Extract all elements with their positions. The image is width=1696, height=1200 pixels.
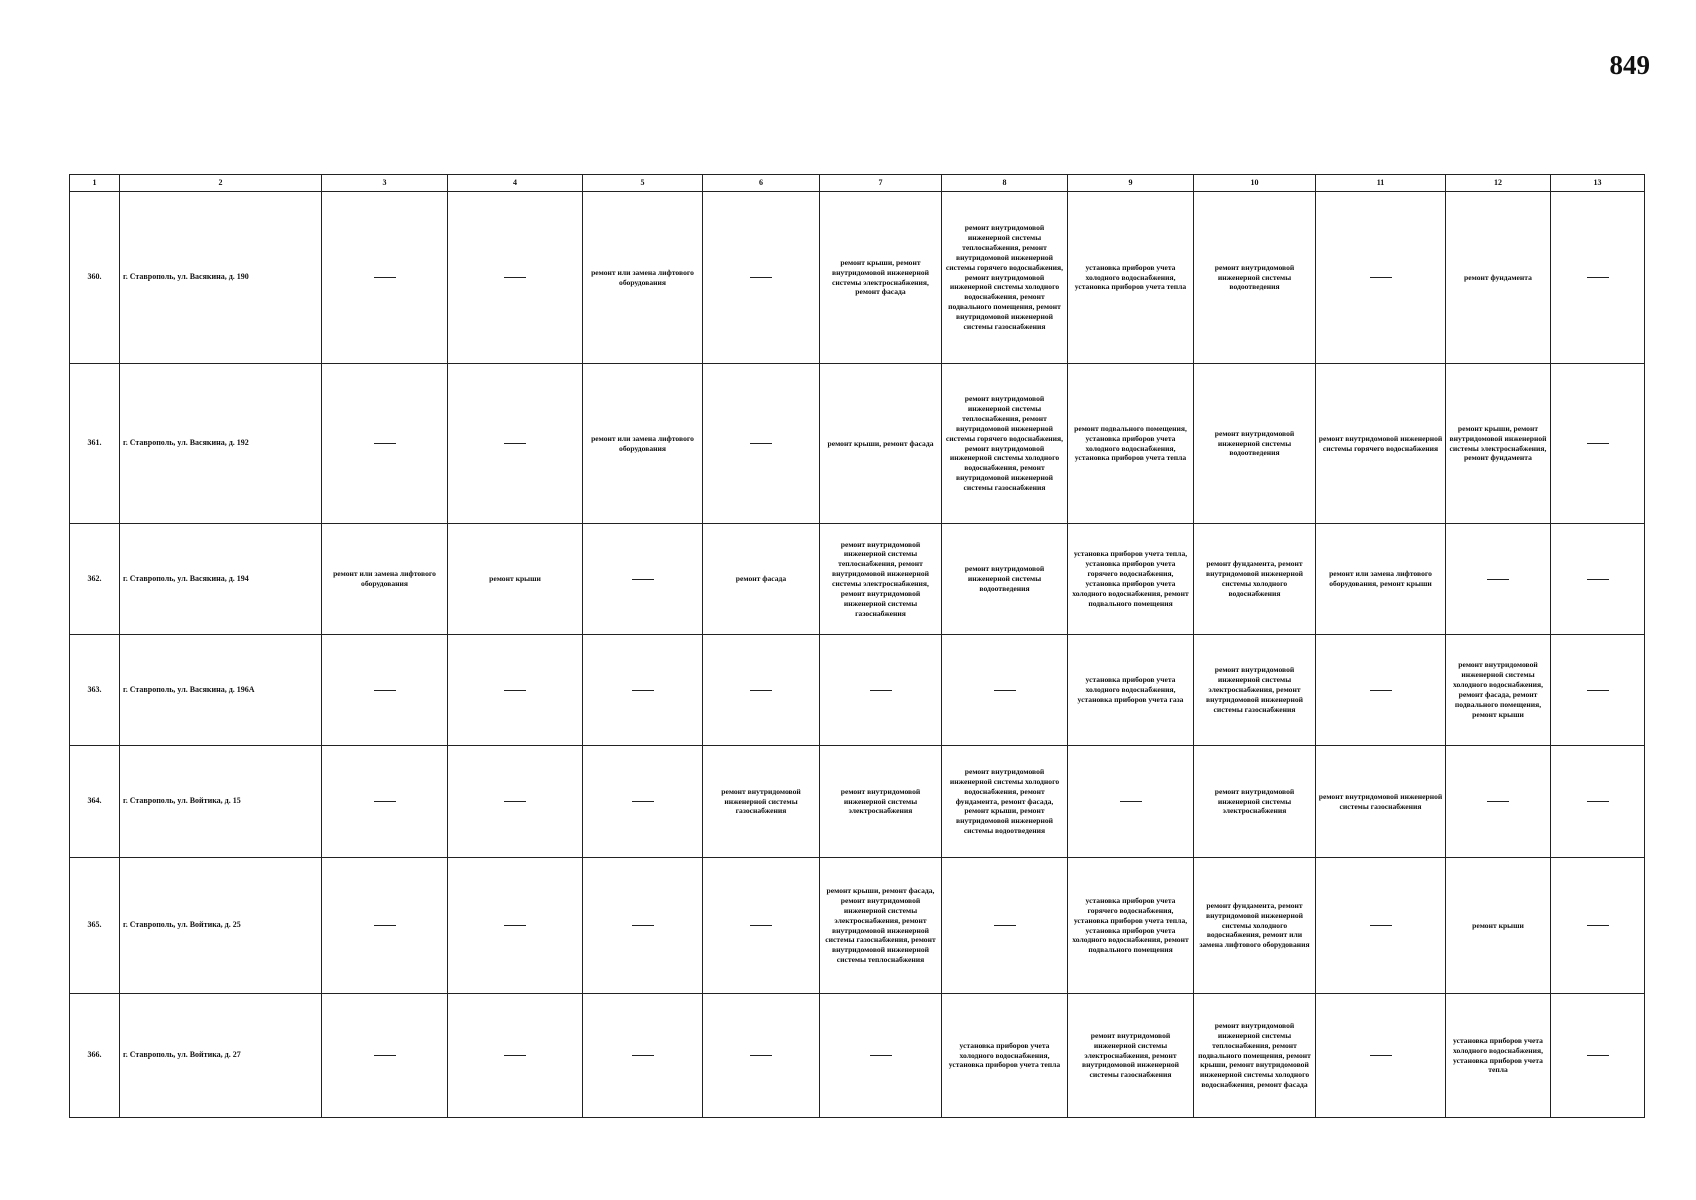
empty-cell (1551, 364, 1645, 524)
dash-mark (750, 443, 772, 444)
dash-mark (1587, 690, 1609, 691)
empty-cell (583, 858, 703, 994)
empty-cell (583, 635, 703, 746)
row-number: 361. (70, 364, 120, 524)
work-type-cell: ремонт крыши (1446, 858, 1551, 994)
empty-cell (1446, 746, 1551, 858)
empty-cell (1551, 994, 1645, 1118)
empty-cell (322, 746, 448, 858)
column-header: 13 (1551, 175, 1645, 192)
empty-cell (1316, 192, 1446, 364)
dash-mark (1587, 925, 1609, 926)
dash-mark (1587, 1055, 1609, 1056)
row-number: 365. (70, 858, 120, 994)
dash-mark (750, 277, 772, 278)
work-type-cell: ремонт фундамента (1446, 192, 1551, 364)
dash-mark (374, 801, 396, 802)
empty-cell (1551, 635, 1645, 746)
address-cell: г. Ставрополь, ул. Васякина, д. 196А (120, 635, 322, 746)
work-type-cell: ремонт подвального помещения, установка приборов учета холодного водоснабжения, установка приборов учета тепла (1068, 364, 1194, 524)
table-row (70, 192, 1645, 364)
work-type-cell: ремонт или замена лифтового оборудования (583, 192, 703, 364)
address-cell: г. Ставрополь, ул. Войтика, д. 15 (120, 746, 322, 858)
work-type-cell: ремонт крыши (448, 524, 583, 635)
dash-mark (1370, 277, 1392, 278)
empty-cell (322, 635, 448, 746)
work-type-cell: ремонт внутридомовой инженерной системы электроснабжения, ремонт внутридомовой инженерной системы газоснабжения (1194, 635, 1316, 746)
empty-cell (703, 858, 820, 994)
dash-mark (504, 801, 526, 802)
table-row (70, 635, 1645, 746)
dash-mark (1370, 925, 1392, 926)
work-type-cell: установка приборов учета холодного водоснабжения, установка приборов учета газа (1068, 635, 1194, 746)
empty-cell (1316, 858, 1446, 994)
work-type-cell: ремонт внутридомовой инженерной системы газоснабжения (1316, 746, 1446, 858)
empty-cell (1551, 746, 1645, 858)
page-number: 849 (1609, 50, 1650, 80)
work-type-cell: установка приборов учета горячего водоснабжения, установка приборов учета тепла, установка приборов учета холодного водоснабжения, ремонт подвального помещения (1068, 858, 1194, 994)
table-row (70, 746, 1645, 858)
empty-cell (703, 635, 820, 746)
work-type-cell: ремонт фасада (703, 524, 820, 635)
dash-mark (870, 1055, 892, 1056)
column-header: 4 (448, 175, 583, 192)
work-type-cell: ремонт крыши, ремонт фасада (820, 364, 942, 524)
address-cell: г. Ставрополь, ул. Васякина, д. 194 (120, 524, 322, 635)
empty-cell (820, 635, 942, 746)
dash-mark (1587, 443, 1609, 444)
dash-mark (374, 925, 396, 926)
empty-cell (448, 364, 583, 524)
table-row (70, 994, 1645, 1118)
empty-cell (322, 858, 448, 994)
dash-mark (750, 690, 772, 691)
dash-mark (1587, 801, 1609, 802)
row-number: 360. (70, 192, 120, 364)
dash-mark (1487, 579, 1509, 580)
work-type-cell: ремонт крыши, ремонт фасада, ремонт внутридомовой инженерной системы электроснабжения, ремонт внутридомовой инженерной системы газоснабжения, ремонт внутридомовой инженерной системы теплоснабжения (820, 858, 942, 994)
work-type-cell: ремонт внутридомовой инженерной системы электроснабжения, ремонт внутридомовой инженерной системы газоснабжения (1068, 994, 1194, 1118)
work-type-cell: установка приборов учета тепла, установка приборов учета горячего водоснабжения, установка приборов учета холодного водоснабжения, ремонт подвального помещения (1068, 524, 1194, 635)
dash-mark (504, 277, 526, 278)
dash-mark (750, 1055, 772, 1056)
dash-mark (1370, 1055, 1392, 1056)
column-header: 1 (70, 175, 120, 192)
dash-mark (374, 1055, 396, 1056)
dash-mark (1587, 277, 1609, 278)
table-row (70, 858, 1645, 994)
dash-mark (504, 443, 526, 444)
empty-cell (583, 524, 703, 635)
work-type-cell: ремонт внутридомовой инженерной системы теплоснабжения, ремонт внутридомовой инженерной системы электроснабжения, ремонт внутридомовой инженерной системы газоснабжения (820, 524, 942, 635)
work-type-cell: установка приборов учета холодного водоснабжения, установка приборов учета тепла (1446, 994, 1551, 1118)
empty-cell (1446, 524, 1551, 635)
dash-mark (994, 690, 1016, 691)
dash-mark (632, 579, 654, 580)
table-row (70, 524, 1645, 635)
dash-mark (1487, 801, 1509, 802)
empty-cell (448, 635, 583, 746)
empty-cell (1551, 524, 1645, 635)
empty-cell (583, 994, 703, 1118)
work-type-cell: установка приборов учета холодного водоснабжения, установка приборов учета тепла (942, 994, 1068, 1118)
empty-cell (1316, 994, 1446, 1118)
dash-mark (632, 801, 654, 802)
empty-cell (942, 635, 1068, 746)
repair-schedule-table (69, 174, 1645, 1118)
empty-cell (322, 192, 448, 364)
work-type-cell: ремонт внутридомовой инженерной системы водоотведения (1194, 192, 1316, 364)
work-type-cell: ремонт внутридомовой инженерной системы водоотведения (942, 524, 1068, 635)
work-type-cell: ремонт внутридомовой инженерной системы газоснабжения (703, 746, 820, 858)
dash-mark (632, 690, 654, 691)
row-number: 366. (70, 994, 120, 1118)
work-type-cell: ремонт внутридомовой инженерной системы горячего водоснабжения (1316, 364, 1446, 524)
empty-cell (583, 746, 703, 858)
empty-cell (448, 192, 583, 364)
column-number-row (70, 175, 1645, 192)
empty-cell (703, 192, 820, 364)
row-number: 363. (70, 635, 120, 746)
work-type-cell: ремонт или замена лифтового оборудования, ремонт крыши (1316, 524, 1446, 635)
dash-mark (374, 277, 396, 278)
column-header: 7 (820, 175, 942, 192)
dash-mark (374, 443, 396, 444)
address-cell: г. Ставрополь, ул. Войтика, д. 25 (120, 858, 322, 994)
dash-mark (1120, 801, 1142, 802)
empty-cell (1068, 746, 1194, 858)
empty-cell (820, 994, 942, 1118)
work-type-cell: установка приборов учета холодного водоснабжения, установка приборов учета тепла (1068, 192, 1194, 364)
address-cell: г. Ставрополь, ул. Васякина, д. 190 (120, 192, 322, 364)
dash-mark (1587, 579, 1609, 580)
work-type-cell: ремонт крыши, ремонт внутридомовой инженерной системы электроснабжения, ремонт фасада (820, 192, 942, 364)
column-header: 10 (1194, 175, 1316, 192)
empty-cell (448, 994, 583, 1118)
dash-mark (632, 925, 654, 926)
empty-cell (322, 364, 448, 524)
empty-cell (1551, 192, 1645, 364)
work-type-cell: ремонт внутридомовой инженерной системы водоотведения (1194, 364, 1316, 524)
work-type-cell: ремонт или замена лифтового оборудования (322, 524, 448, 635)
work-type-cell: ремонт внутридомовой инженерной системы электроснабжения (820, 746, 942, 858)
address-cell: г. Ставрополь, ул. Васякина, д. 192 (120, 364, 322, 524)
work-type-cell: ремонт внутридомовой инженерной системы теплоснабжения, ремонт внутридомовой инженерной системы горячего водоснабжения, ремонт внутридомовой инженерной системы холодного водоснабжения, ремонт внутридомовой инженерной системы газоснабжения (942, 364, 1068, 524)
row-number: 362. (70, 524, 120, 635)
dash-mark (374, 690, 396, 691)
column-header: 6 (703, 175, 820, 192)
empty-cell (703, 364, 820, 524)
column-header: 2 (120, 175, 322, 192)
work-type-cell: ремонт фундамента, ремонт внутридомовой инженерной системы холодного водоснабжения, ремонт или замена лифтового оборудования (1194, 858, 1316, 994)
work-type-cell: ремонт внутридомовой инженерной системы теплоснабжения, ремонт внутридомовой инженерной системы горячего водоснабжения, ремонт внутридомовой инженерной системы холодного водоснабжения, ремонт подвального помещения, ремонт внутридомовой инженерной системы газоснабжения (942, 192, 1068, 364)
column-header: 8 (942, 175, 1068, 192)
dash-mark (504, 1055, 526, 1056)
work-type-cell: ремонт внутридомовой инженерной системы теплоснабжения, ремонт подвального помещения, ремонт крыши, ремонт внутридомовой инженерной системы холодного водоснабжения, ремонт фасада (1194, 994, 1316, 1118)
column-header: 9 (1068, 175, 1194, 192)
dash-mark (870, 690, 892, 691)
empty-cell (703, 994, 820, 1118)
dash-mark (504, 925, 526, 926)
empty-cell (942, 858, 1068, 994)
dash-mark (994, 925, 1016, 926)
dash-mark (632, 1055, 654, 1056)
column-header: 5 (583, 175, 703, 192)
empty-cell (322, 994, 448, 1118)
work-type-cell: ремонт внутридомовой инженерной системы электроснабжения (1194, 746, 1316, 858)
empty-cell (1316, 635, 1446, 746)
empty-cell (448, 858, 583, 994)
table-row (70, 364, 1645, 524)
work-type-cell: ремонт фундамента, ремонт внутридомовой инженерной системы холодного водоснабжения (1194, 524, 1316, 635)
column-header: 12 (1446, 175, 1551, 192)
empty-cell (1551, 858, 1645, 994)
work-type-cell: ремонт крыши, ремонт внутридомовой инженерной системы электроснабжения, ремонт фундамента (1446, 364, 1551, 524)
work-type-cell: ремонт или замена лифтового оборудования (583, 364, 703, 524)
address-cell: г. Ставрополь, ул. Войтика, д. 27 (120, 994, 322, 1118)
column-header: 3 (322, 175, 448, 192)
empty-cell (448, 746, 583, 858)
row-number: 364. (70, 746, 120, 858)
work-type-cell: ремонт внутридомовой инженерной системы холодного водоснабжения, ремонт фундамента, ремонт фасада, ремонт крыши, ремонт внутридомовой инженерной системы водоотведения (942, 746, 1068, 858)
dash-mark (1370, 690, 1392, 691)
dash-mark (504, 690, 526, 691)
dash-mark (750, 925, 772, 926)
column-header: 11 (1316, 175, 1446, 192)
work-type-cell: ремонт внутридомовой инженерной системы холодного водоснабжения, ремонт фасада, ремонт подвального помещения, ремонт крыши (1446, 635, 1551, 746)
